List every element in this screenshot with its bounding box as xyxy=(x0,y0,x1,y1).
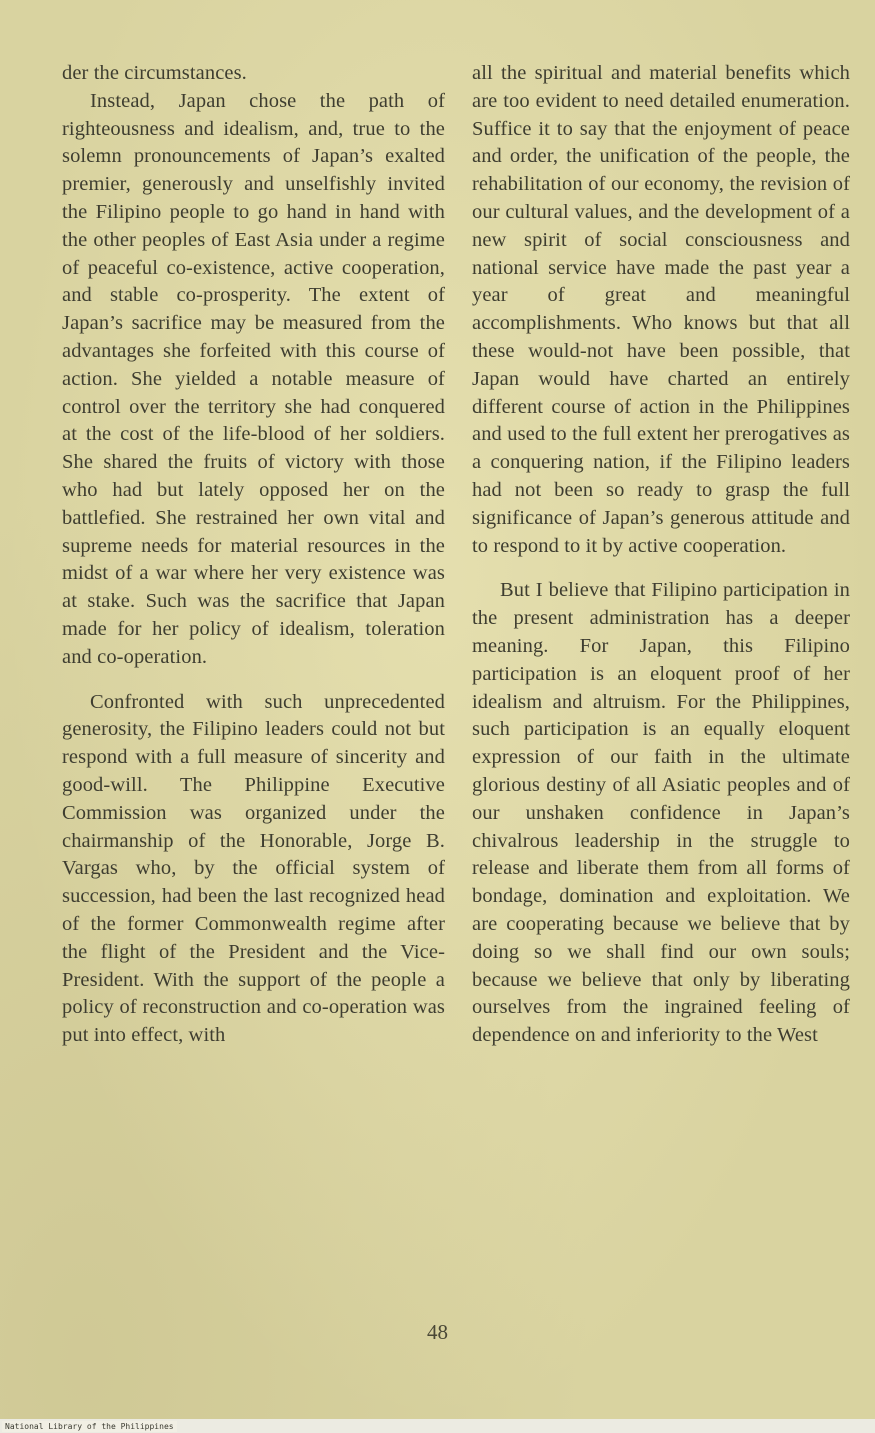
paragraph-deeper-meaning: But I believe that Filipino participation in the present administration has a deeper meaning. For Japan, this Filipino participation is an eloquent proof of her idealism and altruism. For the Philippines, such participation is an equally eloquent expression of our faith in the ultimate glorious destiny of all Asiatic peoples and of our unshaken confidence in Japan’s chivalrous leadership in the struggle to release and liberate them from all forms of bondage, domination and exploitation. We are cooperating because we believe that by doing so we shall find our own souls; because we believe that only by liberating ourselves from the ingrained feeling of dependence on and inferiority to the West xyxy=(472,579,850,1047)
library-credit: National Library of the Philippines xyxy=(2,1421,177,1432)
paragraph-benefits: all the spiritual and material benefits which are too evident to need detailed enumeration. Suffice it to say that the enjoyment of peace and order, the unification of the people, the rehabilitation of our economy, the revision of our cultural values, and the development of a new spirit of social consciousness and national service have made the past year a year of great and meaningful accomplishments. Who knows but that all these would-not have been possible, that Japan would have charted an entirely different course of action in the Philippines and used to the full extent her prerogatives as a conquering nation, if the Filipino leaders had not been so ready to grasp the full significance of Japan’s generous attitude and to respond to it by active cooperation. xyxy=(472,62,850,557)
paragraph-filipino-leaders: Confronted with such unprecedented generosity, the Filipino leaders could not but respond with a full measure of sincerity and good-will. The Philippine Executive Commission was organized under the chairmanship of the Honorable, Jorge B. Vargas who, by the official system of succession, had been the last recognized head of the former Commonwealth regime after the flight of the President and the Vice-President. With the support of the people a policy of reconstruction and co-operation was put into effect, with xyxy=(62,690,445,1047)
paragraph-continuation: der the circumstances. xyxy=(62,62,247,84)
right-text-column xyxy=(472,60,850,1050)
paragraph-japan-path: Instead, Japan chose the path of righteousness and idealism, and, true to the solemn pronouncements of Japan’s exalted premier, generously and unselfishly invited the Filipino people to go hand in hand with the other peoples of East Asia under a regime of peaceful co-existence, active cooperation, and stable co-prosperity. The extent of Japan’s sacrifice may be measured from the advantages she forfeited with this course of action. She yielded a notable measure of control over the territory she had conquered at the cost of the life-blood of her soldiers. She shared the fruits of victory with those who had but lately opposed her on the battlefied. She restrained her own vital and supreme needs for material resources in the midst of a war where her very existence was at stake. Such was the sacrifice that Japan made for her policy of idealism, toleration and co-operation. xyxy=(62,89,445,668)
page-number: 48 xyxy=(427,1320,448,1344)
left-text-column xyxy=(62,60,445,1050)
